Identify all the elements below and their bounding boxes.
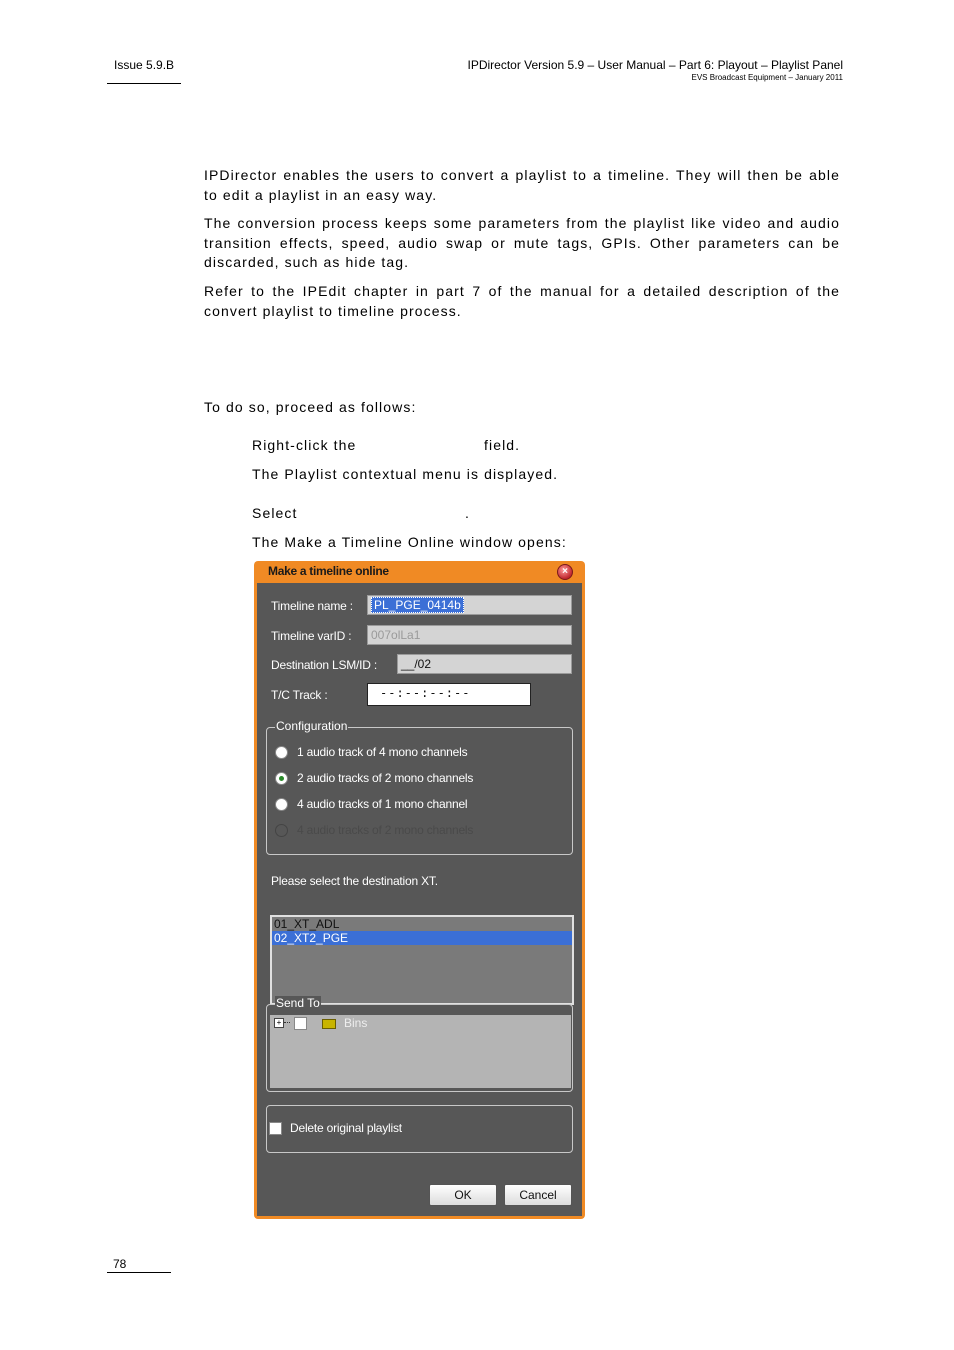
page-number: 78 xyxy=(113,1257,127,1271)
configuration-group xyxy=(266,719,573,855)
option-2-radio[interactable] xyxy=(275,770,473,786)
send-to-tree[interactable] xyxy=(270,1015,571,1088)
dialog-title: Make a timeline online xyxy=(268,564,389,578)
list-item-selected[interactable]: 02_XT2_PGE xyxy=(272,931,572,945)
timeline-name-input[interactable] xyxy=(367,595,572,615)
send-to-title: Send To xyxy=(276,996,320,1010)
footer-divider xyxy=(107,1272,171,1273)
step-1-result: The Playlist contextual menu is displayed. xyxy=(252,466,559,482)
document-title: IPDirector Version 5.9 – User Manual – Part 6: Playout – Playlist Panel xyxy=(467,58,843,72)
ok-button[interactable]: OK xyxy=(429,1184,497,1206)
paragraph-2: The conversion process keeps some parameters from the playlist like video and audio transition effects, speed, audio swap or mute tags, GPIs. Other parameters can be discarded, such as hide tag. xyxy=(204,215,840,270)
step-2-text-end: . xyxy=(465,505,470,521)
step-1-text-end: field. xyxy=(484,437,521,453)
timeline-varid-label: Timeline varID : xyxy=(271,629,352,643)
step-1-text: Right-click the xyxy=(252,437,357,453)
send-to-group xyxy=(266,996,573,1092)
tree-connector xyxy=(284,1022,290,1023)
cancel-button[interactable]: Cancel xyxy=(504,1184,572,1206)
timeline-name-label: Timeline name : xyxy=(271,599,353,613)
issue-label: Issue 5.9.B xyxy=(114,58,175,72)
document-subtitle: EVS Broadcast Equipment – January 2011 xyxy=(691,73,843,82)
delete-group xyxy=(266,1105,573,1153)
step-2-result: The Make a Timeline Online window opens: xyxy=(252,534,567,550)
radio-button[interactable] xyxy=(275,798,288,811)
option-4-radio xyxy=(275,822,473,838)
timeline-varid-input: 007olLa1 xyxy=(367,625,572,645)
dialog-body xyxy=(257,583,582,1216)
timeline-name-value: PL_PGE_0414b xyxy=(371,597,464,613)
bins-label: Bins xyxy=(344,1016,368,1030)
xt-listbox[interactable] xyxy=(270,915,574,1005)
option-label: 1 audio track of 4 mono channels xyxy=(297,745,468,759)
radio-button-disabled xyxy=(275,824,288,837)
folder-icon xyxy=(322,1019,336,1029)
bins-checkbox[interactable] xyxy=(294,1017,307,1030)
configuration-title: Configuration xyxy=(276,719,348,733)
make-timeline-online-dialog xyxy=(254,561,585,1219)
destination-input[interactable]: __/02 xyxy=(397,654,572,674)
destination-label: Destination LSM/ID : xyxy=(271,658,378,672)
list-item[interactable]: 01_XT_ADL xyxy=(274,917,340,931)
option-1-radio[interactable] xyxy=(275,744,467,760)
procedure-intro: To do so, proceed as follows: xyxy=(204,399,417,415)
header-divider xyxy=(107,83,181,84)
paragraph-3: Refer to the IPEdit chapter in part 7 of the manual for a detailed description of the convert playlist to timeline process. xyxy=(204,283,840,319)
radio-button[interactable] xyxy=(275,746,288,759)
delete-checkbox[interactable] xyxy=(269,1122,282,1135)
close-icon[interactable]: × xyxy=(557,564,573,580)
select-xt-label: Please select the destination XT. xyxy=(271,874,438,888)
paragraph-1: IPDirector enables the users to convert a playlist to a timeline. They will then be able to edit a playlist in an easy way. xyxy=(204,167,840,203)
option-label: 2 audio tracks of 2 mono channels xyxy=(297,771,474,785)
radio-button-checked[interactable] xyxy=(275,772,288,785)
tc-track-label: T/C Track : xyxy=(271,688,328,702)
option-label: 4 audio tracks of 1 mono channel xyxy=(297,797,468,811)
step-2-text: Select xyxy=(252,505,298,521)
tc-track-input[interactable]: --:--:--:-- xyxy=(367,683,531,706)
option-3-radio[interactable] xyxy=(275,796,467,812)
expand-icon[interactable]: + xyxy=(274,1018,284,1028)
option-label: 4 audio tracks of 2 mono channels xyxy=(297,823,474,837)
delete-label: Delete original playlist xyxy=(290,1121,402,1135)
